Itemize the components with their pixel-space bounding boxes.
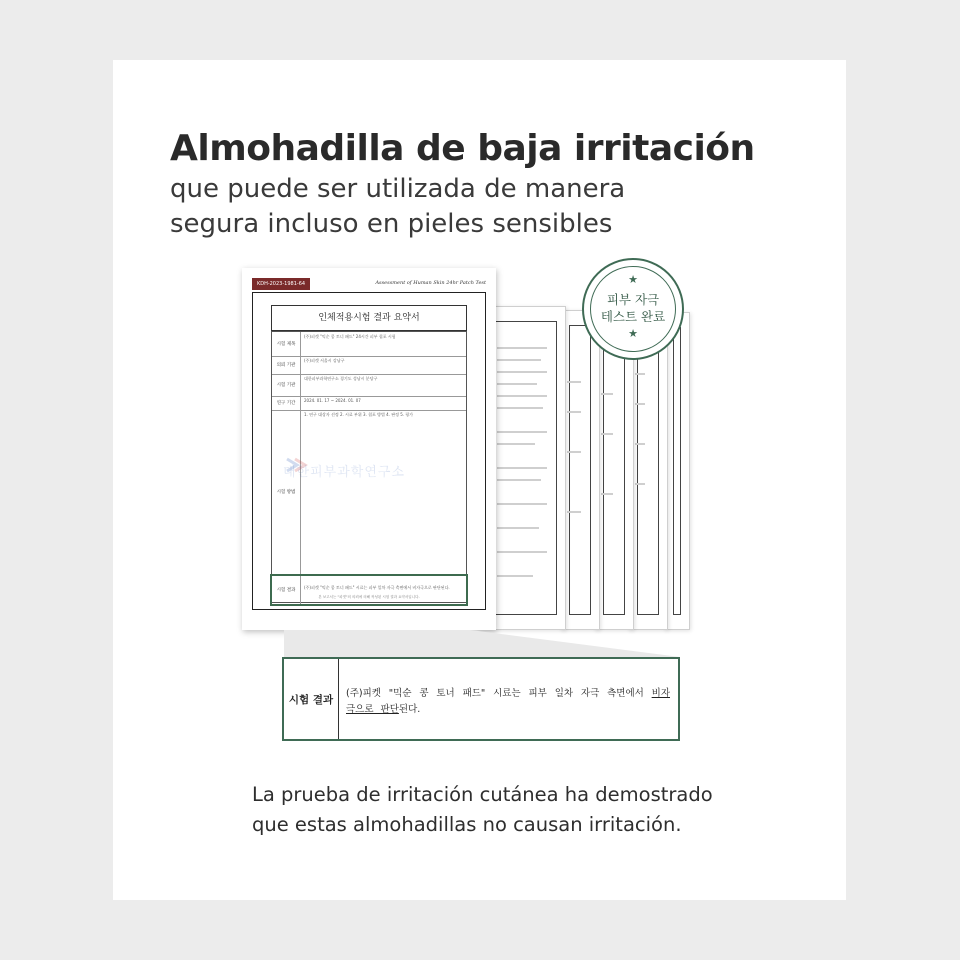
subtitle-line-2: segura incluso en pieles sensibles xyxy=(170,209,613,239)
row-label: 시험 제목 xyxy=(272,332,301,356)
row-value: 대한피부과학연구소 경기도 성남시 분당구 xyxy=(304,376,378,381)
test-report-document xyxy=(242,268,496,630)
stamp-line-2: 테스트 완료 xyxy=(600,309,666,324)
table-row xyxy=(272,356,466,375)
table-row xyxy=(272,374,466,397)
row-label: 시험 방법 xyxy=(272,410,301,574)
headline: Almohadilla de baja irritación xyxy=(170,128,755,169)
caption-line-2: que estas almohadillas no causan irritación. xyxy=(252,813,682,836)
row-value: (주)피켓 서울시 강남구 xyxy=(304,358,345,363)
row-label: 시험 기관 xyxy=(272,374,301,396)
table-row xyxy=(272,332,466,357)
report-footer: 본 보고서는 "피켓"의 의뢰에 의해 작성된 시험 결과 요약서입니다. xyxy=(318,595,420,599)
watermark-text: 대한피부과학연구소 xyxy=(283,465,406,480)
result-label: 시험 결과 xyxy=(284,659,339,739)
result-text-underlined: 비자극으로 판단 xyxy=(346,688,670,715)
report-code: KDH-2023-1981-64 xyxy=(252,278,310,290)
report-title: 인체적용시험 결과 요약서 xyxy=(271,305,467,331)
row-label: 의뢰 기관 xyxy=(272,356,301,374)
skin-test-completed-stamp xyxy=(582,258,684,360)
result-text-before: (주)피켓 "믹순 콩 토너 패드" 시료는 피부 일차 자극 측면에서 xyxy=(346,688,652,699)
subtitle-line-1: que puede ser utilizada de manera xyxy=(170,174,626,204)
result-zoom-callout xyxy=(282,657,680,741)
star-icon: ★ xyxy=(628,327,638,340)
row-value: (주)피켓 "믹순 콩 토너 패드" 시료는 피부 일차 자극 측면에서 비자극으로 판단된다. xyxy=(304,585,450,590)
back-page-1 xyxy=(560,310,600,630)
result-text xyxy=(346,686,670,718)
row-value: 2024. 01. 17 ~ 2024. 01. 07 xyxy=(304,398,361,403)
report-english-title: Assessment of Human Skin 24hr Patch Test xyxy=(375,280,486,286)
table-row xyxy=(272,410,466,575)
row-value: 1. 연구 대상자 선정 2. 시료 부위 3. 첩포 방법 4. 판정 5. 평가 xyxy=(304,412,414,417)
table-row xyxy=(272,396,466,411)
row-label: 연구 기간 xyxy=(272,396,301,410)
star-icon: ★ xyxy=(628,273,638,286)
stamp-line-1: 피부 자극 xyxy=(606,292,660,307)
row-value: (주)피켓 "믹순 콩 토너 패드" 24시간 피부 첩포 시험 xyxy=(304,334,396,339)
row-label: 시험 결과 xyxy=(272,576,301,604)
caption-line-1: La prueba de irritación cutánea ha demostrado xyxy=(252,783,713,806)
result-text-after: 된다. xyxy=(398,704,421,715)
